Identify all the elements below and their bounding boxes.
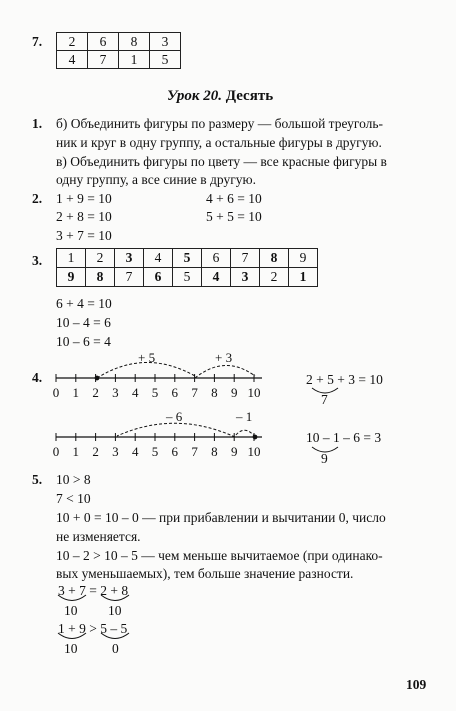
table-cell: 3 <box>231 268 260 287</box>
arc-label: + 3 <box>215 350 233 365</box>
exercise-5-line: 10 + 0 = 10 – 0 — при прибавлении и вычитании 0, число <box>56 510 386 525</box>
equation: 10 – 4 = 6 <box>56 315 111 330</box>
comparison: 1 + 9 > 5 – 5 <box>58 621 128 636</box>
exercise-number-5: 5. <box>32 472 43 487</box>
tick-label: 2 <box>92 444 99 459</box>
table-cell: 4 <box>144 249 173 268</box>
table-cell: 7 <box>231 249 260 268</box>
table-cell: 7 <box>88 51 119 69</box>
tick-label: 8 <box>211 385 218 400</box>
tick-label: 9 <box>230 444 238 459</box>
arc-label: + 5 <box>138 350 156 365</box>
exercise-5-line: вых уменьшаемых), тем больше значение разности. <box>56 566 354 581</box>
arc-label: – 6 <box>166 409 183 424</box>
exercise-1-line: ник и круг в одну группу, а остальные фигуры в другую. <box>56 135 382 150</box>
page-number: 109 <box>406 677 427 692</box>
equation: 1 + 9 = 10 <box>56 191 112 206</box>
tick-label: 0 <box>52 385 60 400</box>
arc-label: – 1 <box>236 409 253 424</box>
tick-label: 6 <box>171 385 179 400</box>
exercise-number-2: 2. <box>32 191 43 206</box>
jump-arc <box>117 423 235 437</box>
lesson-title <box>167 88 273 105</box>
equation: 6 + 4 = 10 <box>56 296 112 311</box>
table-cell: 4 <box>57 51 88 69</box>
tick-label: 3 <box>112 444 119 459</box>
table-cell: 8 <box>86 268 115 287</box>
number-line-1 <box>53 374 262 400</box>
tick-label: 5 <box>151 385 159 400</box>
tick-label: 4 <box>131 444 139 459</box>
expression: 2 + 5 + 3 = 10 <box>306 372 383 387</box>
comparison: 3 + 7 = 2 + 8 <box>58 583 129 598</box>
table-cell: 6 <box>144 268 173 287</box>
equation: 5 + 5 = 10 <box>206 209 262 224</box>
start-point <box>253 435 258 440</box>
equation: 2 + 8 = 10 <box>56 209 112 224</box>
table-cell: 2 <box>86 249 115 268</box>
table-cell: 9 <box>57 268 86 287</box>
table-cell: 8 <box>260 249 289 268</box>
exercise-1-line: в) Объединить фигуры по цвету — все красные фигуры в <box>56 154 387 169</box>
table-cell: 2 <box>57 33 88 51</box>
table-cell: 1 <box>289 268 318 287</box>
equation: 3 + 7 = 10 <box>56 228 112 243</box>
table-cell: 3 <box>150 33 181 51</box>
table-cell: 5 <box>173 249 202 268</box>
table-cell: 9 <box>289 249 318 268</box>
group-value: 10 <box>64 641 78 656</box>
tick-label: 3 <box>112 385 119 400</box>
equation: 4 + 6 = 10 <box>206 191 262 206</box>
table-cell: 5 <box>173 268 202 287</box>
tick-label: 7 <box>191 444 198 459</box>
lesson-name: Десять <box>225 88 274 104</box>
exercise-5-line: 10 > 8 <box>56 472 91 487</box>
table-cell: 2 <box>260 268 289 287</box>
lesson-prefix: Урок 20. <box>167 88 222 104</box>
jump-arc <box>97 362 195 378</box>
tick-label: 8 <box>211 444 218 459</box>
partial-sum: 7 <box>321 392 328 407</box>
group-value: 10 <box>64 603 78 618</box>
exercise-number-7: 7. <box>32 34 43 49</box>
table-cell: 7 <box>115 268 144 287</box>
equation: 10 – 6 = 4 <box>56 334 111 349</box>
table-cell: 1 <box>119 51 150 69</box>
exercise-3-table <box>56 248 318 287</box>
start-point <box>95 376 100 381</box>
exercise-1-line: одну группу, а все синие в другую. <box>56 172 256 187</box>
table-cell: 3 <box>115 249 144 268</box>
exercise-number-4: 4. <box>32 370 43 385</box>
exercise-5-line: 10 – 2 > 10 – 5 — чем меньше вычитаемое (при одинако- <box>56 548 383 563</box>
table-cell: 1 <box>57 249 86 268</box>
partial-result: 9 <box>321 451 328 466</box>
jump-arc <box>235 430 255 437</box>
table-cell: 6 <box>88 33 119 51</box>
exercise-5-line: 7 < 10 <box>56 491 91 506</box>
table-cell: 6 <box>202 249 231 268</box>
tick-label: 6 <box>171 444 179 459</box>
tick-label: 9 <box>230 385 238 400</box>
tick-label: 0 <box>52 444 60 459</box>
group-value: 0 <box>112 641 119 656</box>
exercise-7-table <box>56 32 181 69</box>
exercise-1-line: б) Объединить фигуры по размеру — большой треуголь- <box>56 116 384 131</box>
expression: 10 – 1 – 6 = 3 <box>306 430 382 445</box>
table-cell: 4 <box>202 268 231 287</box>
tick-label: 4 <box>131 385 139 400</box>
table-cell: 8 <box>119 33 150 51</box>
tick-label: 7 <box>191 385 198 400</box>
table-cell: 5 <box>150 51 181 69</box>
number-line-2 <box>53 433 262 459</box>
exercise-number-1: 1. <box>32 116 43 131</box>
tick-label: 1 <box>72 385 80 400</box>
tick-label: 5 <box>151 444 159 459</box>
tick-label: 10 <box>247 444 261 459</box>
exercise-5-line: не изменяется. <box>56 529 141 544</box>
tick-label: 1 <box>72 444 80 459</box>
jump-arc <box>195 365 255 378</box>
exercise-number-3: 3. <box>32 253 43 268</box>
group-value: 10 <box>108 603 122 618</box>
tick-label: 10 <box>247 385 261 400</box>
tick-label: 2 <box>92 385 99 400</box>
